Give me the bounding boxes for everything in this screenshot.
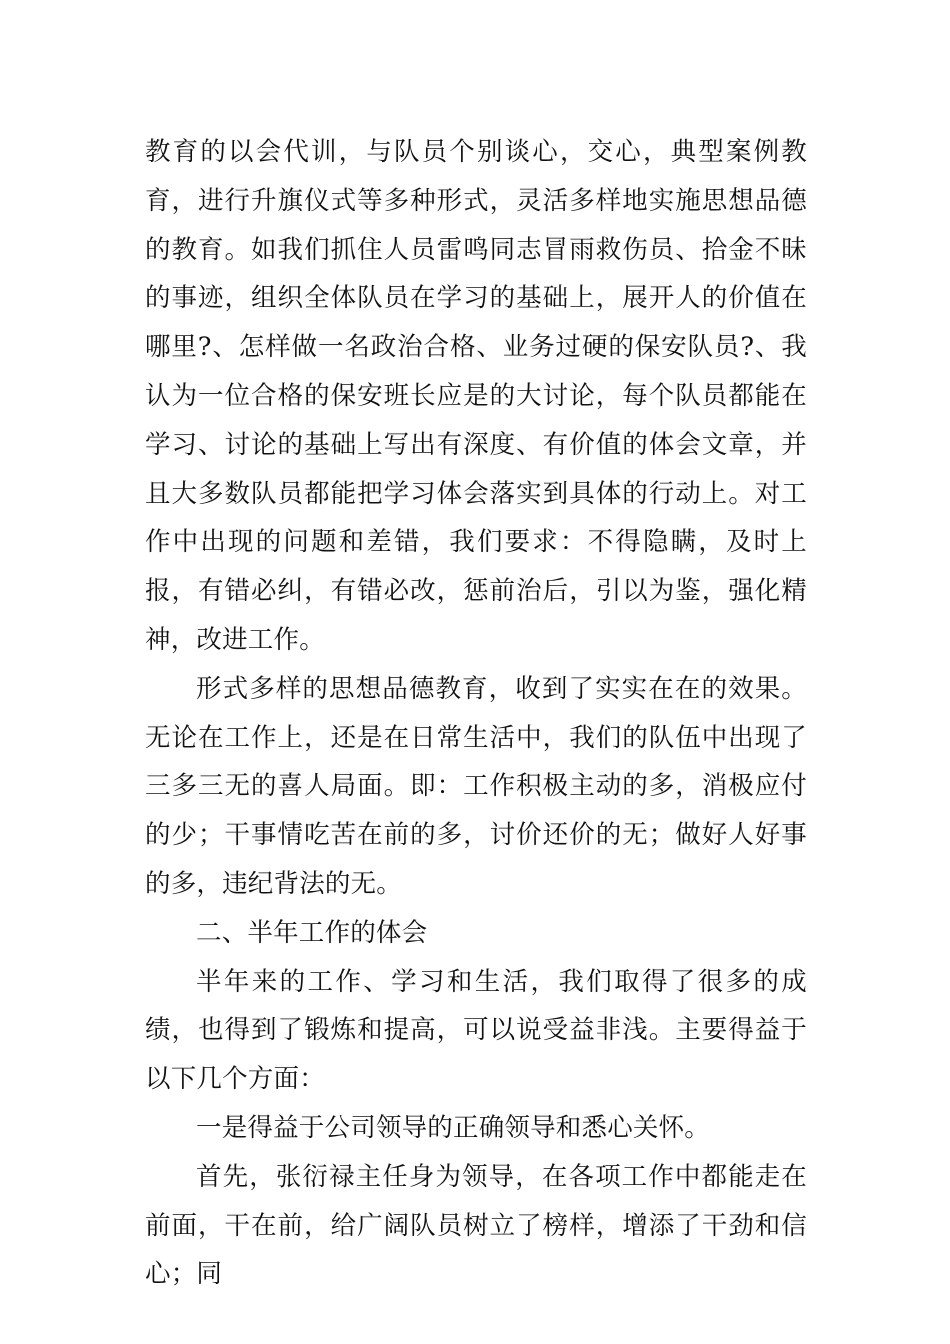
paragraph-first-leader: 首先，张衍禄主任身为领导，在各项工作中都能走在前面，干在前，给广阔队员树立了榜样，增添了干劲和信心；同 [145, 1161, 807, 1290]
section-heading-half-year-experience: 二、半年工作的体会 [196, 917, 428, 948]
paragraph-point-one: 一是得益于公司领导的正确领导和悉心关怀。 [196, 1112, 711, 1143]
paragraph-education-forms: 教育的以会代训，与队员个别谈心，交心，典型案例教育，进行升旗仪式等多种形式，灵活多样地实施思想品德的教育。如我们抓住人员雷鸣同志冒雨救伤员、拾金不昧的事迹，组织全体队员在学习的基础上，展开人的价值在哪里?、怎样做一名政治合格、业务过硬的保安队员?、我认为一位合格的保安班长应是的大讨论，每个队员都能在学习、讨论的基础上写出有深度、有价值的体会文章，并且大多数队员都能把学习体会落实到具体的行动上。对工作中出现的问题和差错，我们要求：不得隐瞒，及时上报，有错必纠，有错必改，惩前治后，引以为鉴，强化精神，改进工作。 [145, 137, 807, 655]
paragraph-education-effects: 形式多样的思想品德教育，收到了实实在在的效果。无论在工作上，还是在日常生活中，我们的队伍中出现了三多三无的喜人局面。即：工作积极主动的多，消极应付的少；干事情吃苦在前的多，讨价还价的无；做好人好事的多，违纪背法的无。 [145, 673, 807, 899]
document-body [145, 128, 807, 1299]
paragraph-half-year-summary: 半年来的工作、学习和生活，我们取得了很多的成绩，也得到了锻炼和提高，可以说受益非浅。主要得益于以下几个方面： [145, 966, 807, 1095]
